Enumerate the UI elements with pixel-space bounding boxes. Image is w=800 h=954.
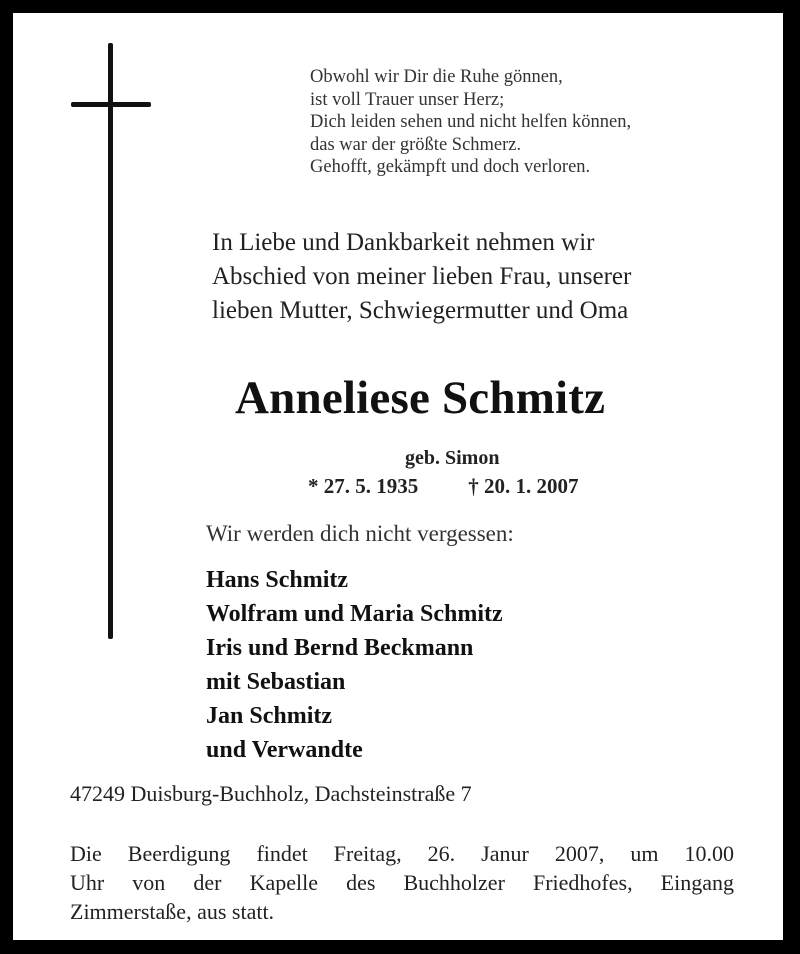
mourner: Jan Schmitz [206, 703, 332, 729]
intro-line: lieben Mutter, Schwiegermutter und Oma [212, 297, 629, 324]
address: 47249 Duisburg-Buchholz, Dachsteinstraße 7 [70, 781, 472, 806]
cross-icon-horizontal [71, 102, 151, 107]
mourner: Hans Schmitz [206, 567, 349, 593]
funeral-info [70, 839, 734, 926]
poem [310, 66, 631, 179]
mourner: und Verwandte [206, 737, 363, 763]
intro-line: In Liebe und Dankbarkeit nehmen wir [212, 229, 595, 256]
remember-line: Wir werden dich nicht vergessen: [206, 521, 514, 546]
deceased-name: Anneliese Schmitz [235, 372, 606, 424]
funeral-line: Uhr von der Kapelle des Buchholzer Friedhofes, Eingang [70, 870, 734, 895]
intro-line: Abschied von meiner lieben Frau, unserer [212, 263, 632, 290]
mourner: Iris und Bernd Beckmann [206, 635, 474, 661]
poem-line: Obwohl wir Dir die Ruhe gönnen, [310, 67, 563, 87]
mourner: Wolfram und Maria Schmitz [206, 601, 503, 627]
maiden-name: geb. Simon [405, 447, 500, 469]
life-dates [308, 474, 579, 499]
mourner: mit Sebastian [206, 669, 346, 695]
obituary-notice [13, 13, 783, 940]
death-date: † 20. 1. 2007 [468, 474, 579, 498]
poem-line: das war der größte Schmerz. [310, 134, 522, 155]
funeral-line: Zimmerstaße, aus statt. [70, 899, 275, 924]
poem-line: Dich leiden sehen und nicht helfen können, [310, 112, 632, 132]
funeral-line: Die Beerdigung findet Freitag, 26. Janur 2007, um 10.00 [70, 841, 734, 866]
intro-text [212, 226, 631, 328]
birth-date: * 27. 5. 1935 [308, 474, 419, 498]
mourners-list [206, 563, 503, 767]
poem-line: ist voll Trauer unser Herz; [310, 89, 505, 110]
poem-line: Gehofft, gekämpft und doch verloren. [310, 157, 591, 177]
cross-icon-vertical [108, 43, 113, 639]
